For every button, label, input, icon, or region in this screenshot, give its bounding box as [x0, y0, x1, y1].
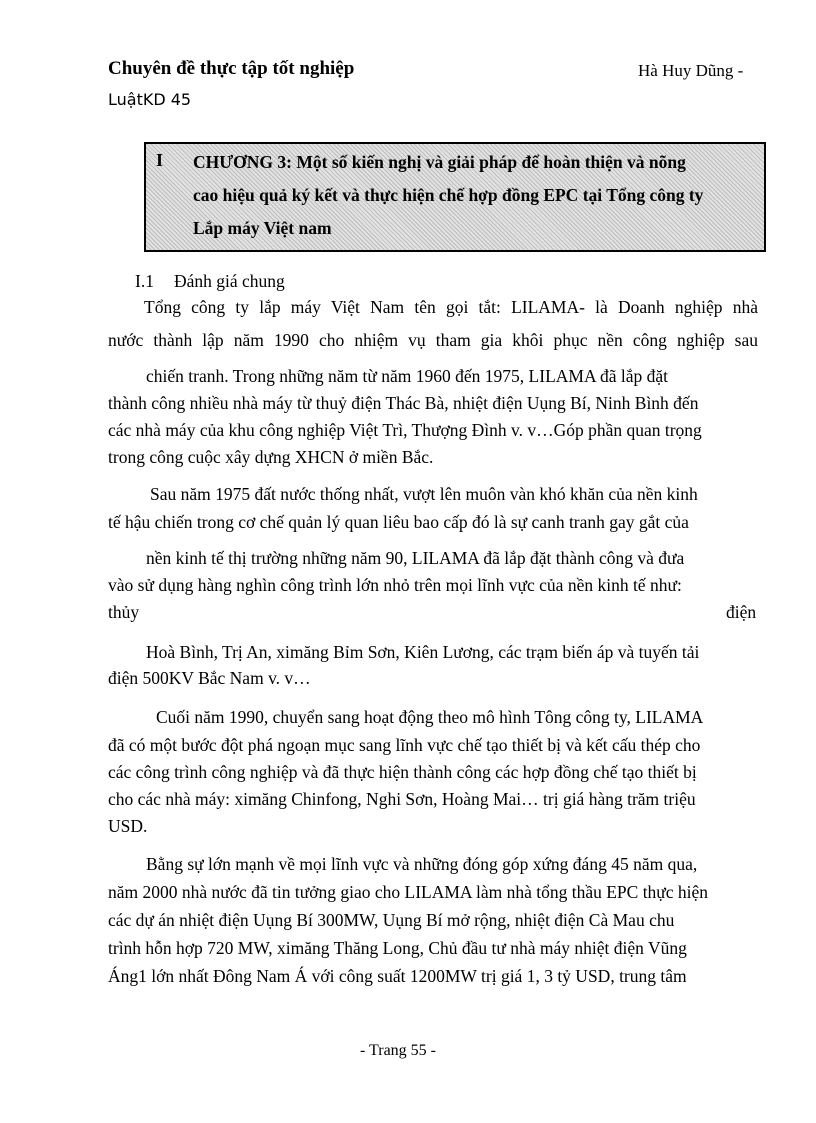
body-line: chiến tranh. Trong những năm từ năm 1960 đến 1975, LILAMA đã lắp đặt — [146, 366, 669, 386]
page-number: - Trang 55 - — [360, 1042, 437, 1059]
chapter-heading-box — [144, 142, 766, 252]
chapter-title-line: CHƯƠNG 3: Một số kiến nghị và giải pháp để hoàn thiện và nõng — [193, 152, 686, 172]
body-line: trình hỗn hợp 720 MW, ximăng Thăng Long, Chủ đầu tư nhà máy nhiệt điện Vũng — [108, 938, 687, 958]
body-line: tế hậu chiến trong cơ chế quản lý quan liêu bao cấp đó là sự canh tranh gay gắt của — [108, 512, 689, 532]
body-line: năm 2000 nhà nước đã tin tưởng giao cho LILAMA làm nhà tổng thầu EPC thực hiện — [108, 882, 709, 902]
chapter-title-line: cao hiệu quả ký kết và thực hiện chế hợp đồng EPC tại Tổng công ty — [193, 185, 704, 205]
body-line: đã có một bước đột phá ngoạn mục sang lĩnh vực chế tạo thiết bị và kết cấu thép cho — [108, 735, 701, 755]
author-name: Hà Huy Dũng - — [638, 61, 744, 80]
body-line: nền kinh tế thị trường những năm 90, LILAMA đã lắp đặt thành công và đưa — [146, 548, 685, 568]
body-line: thủy — [108, 602, 140, 622]
section-title: Đánh giá chung — [174, 271, 285, 291]
body-line: các công trình công nghiệp và đã thực hiện thành công các hợp đồng chế tạo thiết bị — [108, 762, 697, 782]
body-line: Hoà Bình, Trị An, ximăng Bỉm Sơn, Kiên Lương, các trạm biến áp và tuyến tải — [146, 642, 700, 662]
body-line: cho các nhà máy: ximăng Chinfong, Nghi Sơn, Hoàng Mai… trị giá hàng trăm triệu — [108, 789, 696, 809]
body-line: nước thành lập năm 1990 cho nhiệm vụ tham gia khôi phục nền công nghiệp sau — [108, 330, 758, 350]
document-title: Chuyên đề thực tập tốt nghiệp — [108, 58, 355, 79]
body-line: Tổng công ty lắp máy Việt Nam tên gọi tắt: LILAMA- là Doanh nghiệp nhà — [144, 297, 758, 317]
body-line: thành công nhiều nhà máy từ thuỷ điện Thác Bà, nhiệt điện Uụng Bí, Ninh Bình đến — [108, 393, 699, 413]
body-line: vào sử dụng hàng nghìn công trình lớn nhỏ trên mọi lĩnh vực của nền kinh tế như: — [108, 575, 682, 595]
body-line: các dự án nhiệt điện Uụng Bí 300MW, Uụng Bí mở rộng, nhiệt điện Cà Mau chu — [108, 910, 675, 930]
body-line: Bằng sự lớn mạnh về mọi lĩnh vực và những đóng góp xứng đáng 45 năm qua, — [146, 854, 698, 874]
chapter-title-line: Lắp máy Việt nam — [193, 218, 332, 238]
body-line: điện 500KV Bắc Nam v. v… — [108, 668, 311, 688]
section-number: I.1 — [135, 271, 154, 291]
chapter-marker: I — [156, 150, 164, 170]
body-line: các nhà máy của khu công nghiệp Việt Trì, Thượng Đình v. v…Góp phần quan trọng — [108, 420, 702, 440]
body-line: Cuối năm 1990, chuyển sang hoạt động theo mô hình Tông công ty, LILAMA — [156, 707, 704, 727]
body-line: Sau năm 1975 đất nước thống nhất, vượt lên muôn vàn khó khăn của nền kinh — [150, 484, 698, 504]
body-line: trong công cuộc xây dựng XHCN ở miền Bắc. — [108, 447, 434, 467]
body-line: điện — [726, 602, 757, 622]
body-line: Áng1 lớn nhất Đông Nam Á với công suất 1200MW trị giá 1, 3 tỷ USD, trung tâm — [108, 966, 687, 986]
document-subtitle: LuậtKD 45 — [108, 90, 192, 109]
body-line: USD. — [108, 816, 148, 836]
